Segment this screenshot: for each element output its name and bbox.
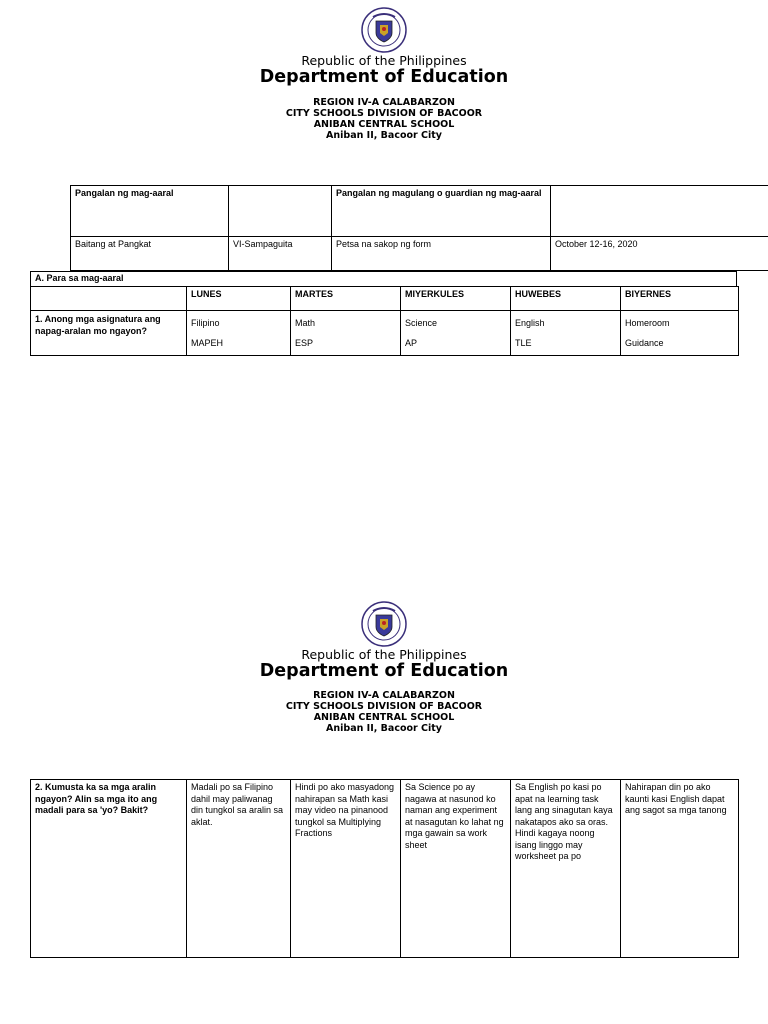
subject-cell: ESP (295, 338, 314, 348)
deped-seal-logo (361, 601, 407, 647)
day-header-miyerkules: MIYERKULES (401, 287, 511, 311)
republic-heading: Republic of the Philippines (301, 647, 467, 662)
subject-cell: Filipino (191, 318, 220, 328)
subject-cell: MAPEH (191, 338, 224, 348)
answer-science[interactable]: Sa Science po ay nagawa at nasunod ko naman ang experiment at nasagutan ko lahat ng mga gawain sa work sheet (401, 780, 511, 958)
republic-heading: Republic of the Philippines (301, 53, 467, 68)
answer-homeroom[interactable]: Nahirapan din po ako kaunti kasi English dapat ang sagot sa mga tanong (621, 780, 739, 958)
division-line: CITY SCHOOLS DIVISION OF BACOOR (285, 108, 483, 119)
guardian-name-label: Pangalan ng magulang o guardian ng mag-aaral (332, 186, 551, 237)
answer-math[interactable]: Hindi po ako masyadong nahirapan sa Math kasi may video na pinanood tungkol sa Multiplying Fractions (291, 780, 401, 958)
subjects-table (30, 286, 739, 356)
division-line: CITY SCHOOLS DIVISION OF BACOOR (285, 701, 483, 712)
subject-cell: AP (405, 338, 418, 348)
student-name-field[interactable] (229, 186, 332, 237)
day-header-huwebes: HUWEBES (511, 287, 621, 311)
subjects-miyerkules (401, 311, 511, 356)
answer-english[interactable]: Sa English po kasi po apat na learning task lang ang sinagutan kaya nakatapos ako sa oras. Hindi kagaya noong isang linggo may worksheet pa po (511, 780, 621, 958)
department-heading: Department of Education (259, 67, 509, 87)
school-line: ANIBAN CENTRAL SCHOOL (313, 119, 455, 130)
student-name-label: Pangalan ng mag-aaral (71, 186, 229, 237)
grade-section-value: VI-Sampaguita (229, 237, 332, 271)
subject-cell: Homeroom (625, 318, 670, 328)
subjects-huwebes (511, 311, 621, 356)
guardian-name-field[interactable] (551, 186, 768, 237)
question-1: 1. Anong mga asignatura ang napag-aralan mo ngayon? (31, 311, 187, 356)
student-info-table (70, 185, 768, 271)
coverage-date-value: October 12-16, 2020 (551, 237, 768, 271)
region-line: REGION IV-A CALABARZON (313, 690, 455, 701)
subject-cell: Guidance (625, 338, 664, 348)
address-line: Aniban II, Bacoor City (326, 723, 442, 734)
subjects-biyernes (621, 311, 739, 356)
department-heading: Department of Education (259, 661, 509, 681)
day-header-lunes: LUNES (187, 287, 291, 311)
grade-section-label: Baitang at Pangkat (71, 237, 229, 271)
subject-cell: Math (295, 318, 316, 328)
subjects-martes (291, 311, 401, 356)
region-line: REGION IV-A CALABARZON (313, 97, 455, 108)
section-a-title: A. Para sa mag-aaral (30, 271, 737, 286)
responses-table (30, 779, 739, 958)
day-header-martes: MARTES (291, 287, 401, 311)
school-line: ANIBAN CENTRAL SCHOOL (313, 712, 455, 723)
subject-cell: English (515, 318, 545, 328)
question-2: 2. Kumusta ka sa mga aralin ngayon? Alin sa mga ito ang madali para sa 'yo? Bakit? (31, 780, 187, 958)
subject-cell: Science (405, 318, 438, 328)
subject-cell: TLE (515, 338, 532, 348)
answer-filipino[interactable]: Madali po sa Filipino dahil may paliwanag din tungkol sa aralin sa aklat. (187, 780, 291, 958)
deped-seal-logo (361, 7, 407, 53)
address-line: Aniban II, Bacoor City (326, 130, 442, 141)
day-header-biyernes: BIYERNES (621, 287, 739, 311)
header-blank-cell (31, 287, 187, 311)
coverage-date-label: Petsa na sakop ng form (332, 237, 551, 271)
subjects-lunes (187, 311, 291, 356)
